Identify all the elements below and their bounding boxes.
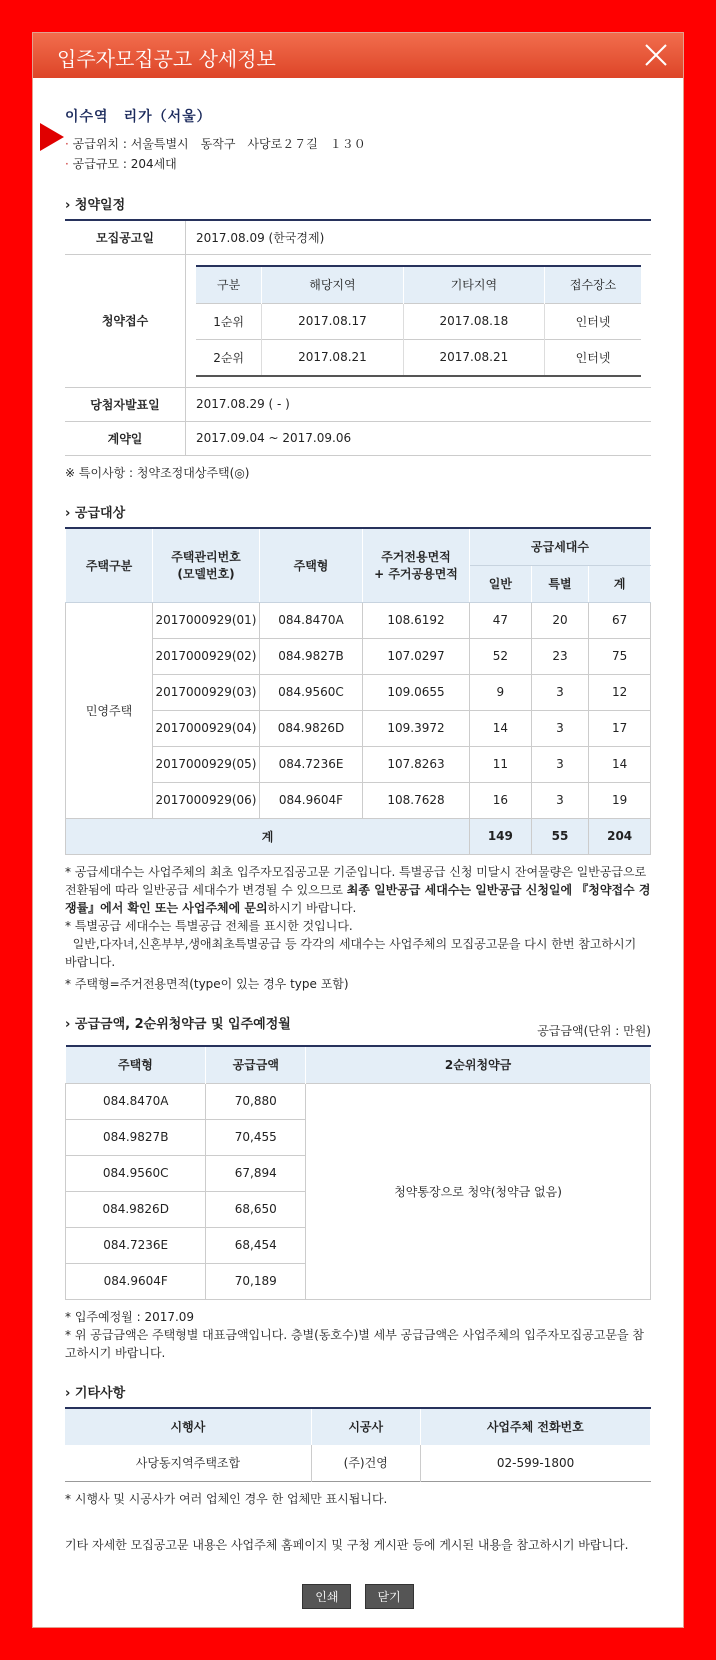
table-row [196, 303, 641, 339]
supply-note-1 [65, 863, 651, 917]
note-highlight: 최종 일반공급 세대수는 일반공급 신청일에 『청약접수 경쟁률』에서 확인 또는 사업주체에 문의 [65, 882, 651, 915]
table-row [66, 1083, 651, 1119]
print-button[interactable]: 인쇄 [302, 1584, 351, 1609]
location-row [65, 134, 651, 154]
price-amount-cell: 67,894 [206, 1155, 306, 1191]
total-cell: 75 [589, 638, 651, 674]
special-cell: 23 [531, 638, 589, 674]
mgmt-no-cell: 2017000929(04) [153, 710, 260, 746]
supply-table [65, 527, 651, 855]
builder-cell: (주)건영 [311, 1445, 420, 1482]
other-date-cell: 2017.08.18 [403, 303, 544, 339]
receipt-label: 청약접수 [65, 254, 186, 387]
table-row [66, 638, 651, 674]
receipt-table [196, 265, 641, 377]
window-title: 입주자모집공고 상세정보 [57, 47, 276, 71]
local-date-cell: 2017.08.17 [262, 303, 403, 339]
place-cell: 인터넷 [545, 303, 641, 339]
area-cell: 108.7628 [363, 782, 470, 818]
notice-label: 모집공고일 [65, 220, 186, 254]
housing-type-cell: 084.9604F [260, 782, 363, 818]
table-row [196, 339, 641, 376]
supply-note-4: * 주택형=주거전용면적(type이 있는 경우 type 포함) [65, 976, 349, 991]
phone-cell: 02-599-1800 [496, 1455, 575, 1470]
price-amount-cell: 70,455 [206, 1119, 306, 1155]
category-cell: 민영주택 [66, 602, 153, 818]
total-cell: 12 [589, 674, 651, 710]
table-row [66, 782, 651, 818]
pointer-arrow-icon [40, 123, 64, 151]
scale-row [65, 154, 651, 174]
area-cell: 109.3972 [363, 710, 470, 746]
price-type-cell: 084.9827B [66, 1119, 206, 1155]
close-icon[interactable] [643, 42, 669, 68]
special-cell: 3 [531, 674, 589, 710]
complex-name: 이수역 리가（서울） [65, 109, 212, 125]
price-notes [65, 1308, 651, 1362]
supply-note-2: * 특별공급 세대수는 특별공급 전체를 표시한 것입니다. [65, 918, 353, 933]
note-text: * 공급세대수는 사업주체의 최초 입주자모집공고문 기준입니다. 특별공급 신청 미달시 잔여물량은 일반공급으로 전환됨에 따라 일반공급 세대수가 변경될 수 있으므로 [65, 864, 647, 897]
housing-type-cell: 084.8470A [260, 602, 363, 638]
notice-value: 2017.08.09 (한국경제) [186, 220, 652, 254]
table-row [65, 1445, 651, 1482]
receipt-header: 해당지역 [262, 266, 403, 304]
table-row [66, 602, 651, 638]
price-header: 주택형 [66, 1046, 206, 1084]
winner-label: 당첨자발표일 [65, 387, 186, 421]
housing-type-cell: 084.7236E [260, 746, 363, 782]
area-cell: 107.8263 [363, 746, 470, 782]
price-amount-cell: 70,880 [206, 1083, 306, 1119]
etc-section-title: › 기타사항 [65, 1382, 651, 1401]
etc-header: 사업주체 전화번호 [420, 1408, 650, 1445]
mgmt-no-cell: 2017000929(05) [153, 746, 260, 782]
developer-cell: 사당동지역주택조합 [65, 1445, 311, 1482]
price-header: 공급금액 [206, 1046, 306, 1084]
price-type-cell: 084.9560C [66, 1155, 206, 1191]
etc-table [65, 1407, 651, 1482]
price-note-1: * 입주예정월 : 2017.09 [65, 1309, 195, 1324]
complex-info [65, 134, 651, 174]
price-type-cell: 084.9826D [66, 1191, 206, 1227]
mgmt-no-cell: 2017000929(01) [153, 602, 260, 638]
header-units: 공급세대수 [470, 528, 651, 566]
price-note-2: * 위 공급금액은 주택형별 대표금액입니다. 층별(동호수)별 세부 공급금액은 사업주체의 입주자모집공고문을 참고하시기 바랍니다. [65, 1327, 644, 1360]
special-cell: 3 [531, 746, 589, 782]
deposit-cell: 청약통장으로 청약(청약금 없음) [306, 1083, 651, 1299]
supply-notes [65, 863, 651, 993]
receipt-header: 구분 [196, 266, 262, 304]
price-amount-cell: 68,650 [206, 1191, 306, 1227]
header-mgmt: 주택관리번호 (모델번호) [153, 528, 260, 603]
header-special: 특별 [531, 565, 589, 602]
header-area: 주거전용면적 + 주거공용면적 [363, 528, 470, 603]
location-label: 공급위치 : [72, 137, 131, 151]
total-row [66, 818, 651, 854]
etc-footer: 기타 자세한 모집공고문 내용은 사업주체 홈페이지 및 구청 게시판 등에 게시된 내용을 참고하시기 바랍니다. [65, 1537, 629, 1552]
total-cell: 67 [589, 602, 651, 638]
note-text: 하시기 바랍니다. [267, 900, 357, 915]
schedule-section-title: › 청약일정 [65, 194, 651, 213]
special-cell: 20 [531, 602, 589, 638]
table-row [66, 710, 651, 746]
receipt-header: 접수장소 [545, 266, 641, 304]
housing-type-cell: 084.9560C [260, 674, 363, 710]
total-cell: 19 [589, 782, 651, 818]
scale-label: 공급규모 : [72, 157, 131, 171]
total-label: 계 [66, 818, 470, 854]
other-date-cell: 2017.08.21 [403, 339, 544, 376]
schedule-table [65, 219, 651, 456]
total-sum: 204 [589, 818, 651, 854]
close-button[interactable]: 닫기 [365, 1584, 414, 1609]
header-housing: 주택형 [260, 528, 363, 603]
mgmt-no-cell: 2017000929(03) [153, 674, 260, 710]
price-header: 2순위청약금 [306, 1046, 651, 1084]
price-type-cell: 084.9604F [66, 1263, 206, 1299]
total-cell: 17 [589, 710, 651, 746]
place-cell: 인터넷 [545, 339, 641, 376]
contract-value: 2017.09.04 ~ 2017.09.06 [186, 421, 652, 455]
contract-label: 계약일 [65, 421, 186, 455]
rank-cell: 2순위 [196, 339, 262, 376]
title-bar [33, 33, 683, 78]
supply-note-3: 일반,다자녀,신혼부부,생애최초특별공급 등 각각의 세대수는 사업주체의 모집공고문을 다시 한번 참고하시기 바랍니다. [65, 936, 641, 969]
special-cell: 3 [531, 710, 589, 746]
area-cell: 107.0297 [363, 638, 470, 674]
rank-cell: 1순위 [196, 303, 262, 339]
general-cell: 14 [470, 710, 532, 746]
button-bar [65, 1584, 651, 1609]
content [33, 106, 683, 1609]
header-type: 주택구분 [66, 528, 153, 603]
special-note: ※ 특이사항 : 청약조정대상주택(◎) [65, 465, 250, 480]
price-type-cell: 084.8470A [66, 1083, 206, 1119]
price-type-cell: 084.7236E [66, 1227, 206, 1263]
total-special: 55 [531, 818, 589, 854]
general-cell: 16 [470, 782, 532, 818]
housing-type-cell: 084.9826D [260, 710, 363, 746]
total-general: 149 [470, 818, 532, 854]
price-section-title: › 공급금액, 2순위청약금 및 입주예정월 [65, 1013, 651, 1032]
etc-header: 시행사 [65, 1408, 311, 1445]
mgmt-no-cell: 2017000929(06) [153, 782, 260, 818]
etc-header: 시공사 [311, 1408, 420, 1445]
price-table [65, 1045, 651, 1300]
mgmt-no-cell: 2017000929(02) [153, 638, 260, 674]
winner-value: 2017.08.29 ( - ) [186, 387, 652, 421]
receipt-header: 기타지역 [403, 266, 544, 304]
location-value: 서울특별시 동작구 사당로２７길 １３０ [130, 137, 366, 151]
general-cell: 11 [470, 746, 532, 782]
general-cell: 47 [470, 602, 532, 638]
price-unit: 공급금액(단위 : 만원) [537, 1023, 651, 1038]
detail-window [32, 32, 684, 1628]
scale-value: 204세대 [130, 157, 177, 171]
supply-section-title: › 공급대상 [65, 502, 651, 521]
table-row [66, 674, 651, 710]
header-total: 계 [589, 565, 651, 602]
etc-note: * 시행사 및 시공사가 여러 업체인 경우 한 업체만 표시됩니다. [65, 1491, 388, 1506]
housing-type-cell: 084.9827B [260, 638, 363, 674]
special-cell: 3 [531, 782, 589, 818]
general-cell: 52 [470, 638, 532, 674]
header-general: 일반 [470, 565, 532, 602]
area-cell: 109.0655 [363, 674, 470, 710]
total-cell: 14 [589, 746, 651, 782]
local-date-cell: 2017.08.21 [262, 339, 403, 376]
price-amount-cell: 70,189 [206, 1263, 306, 1299]
price-amount-cell: 68,454 [206, 1227, 306, 1263]
table-row [66, 746, 651, 782]
area-cell: 108.6192 [363, 602, 470, 638]
general-cell: 9 [470, 674, 532, 710]
